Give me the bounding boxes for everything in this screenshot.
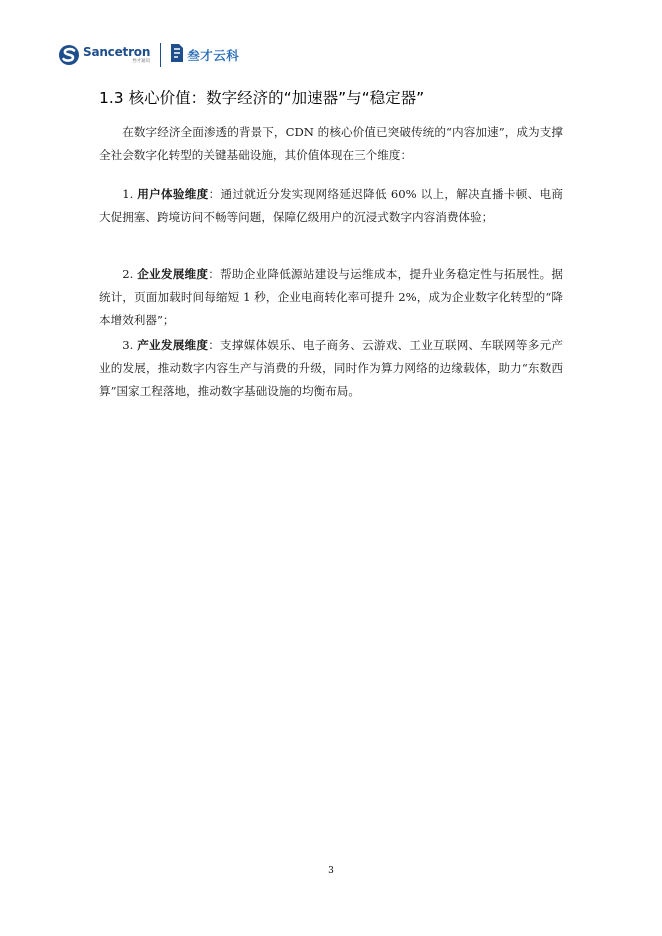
sancetron-s-logo-icon [58, 44, 80, 66]
list-item [99, 183, 563, 229]
item-text: ：支撑媒体娱乐、电子商务、云游戏、工业互联网、车联网等多元产业的发展，推动数字内容生产与消费的升级，同时作为算力网络的边缘载体，助力“东数西算”国家工程落地，推动数字基础设施的均衡布局。 [99, 338, 563, 398]
brand-left-name: Sancetron [83, 44, 151, 59]
item-number: 2. [122, 267, 134, 281]
page-number: 3 [328, 866, 334, 876]
item-label: 企业发展维度 [137, 267, 209, 281]
list-item [99, 263, 563, 332]
sancetron-logo [58, 44, 150, 66]
item-text: ：通过就近分发实现网络延迟降低 60% 以上，解决直播卡顿、电商大促拥塞、跨境访问不畅等问题，保障亿级用户的沉浸式数字内容消费体验； [99, 187, 563, 224]
intro-paragraph: 在数字经济全面渗透的背景下，CDN 的核心价值已突破传统的“内容加速”，成为支撑全社会数字化转型的关键基础设施，其价值体现在三个维度： [99, 125, 563, 162]
header-divider [160, 43, 161, 67]
item-number: 3. [122, 338, 134, 352]
page-header [58, 42, 239, 68]
list-item [99, 334, 563, 403]
sancai-yunke-logo-icon [170, 43, 184, 67]
sancai-yunke-logo [170, 43, 239, 67]
brand-right-name: 叁才云科 [187, 48, 240, 63]
brand-left-sub: 叁才通讯 [132, 58, 151, 64]
item-number: 1. [122, 187, 134, 201]
section-title: 1.3 核心价值：数字经济的“加速器”与“稳定器” [99, 89, 425, 107]
item-label: 产业发展维度 [137, 338, 209, 352]
item-label: 用户体验维度 [137, 187, 209, 201]
item-text: ：帮助企业降低源站建设与运维成本，提升业务稳定性与拓展性。据统计，页面加载时间每缩短 1 秒，企业电商转化率可提升 2%，成为企业数字化转型的“降本增效利器”； [99, 267, 563, 327]
